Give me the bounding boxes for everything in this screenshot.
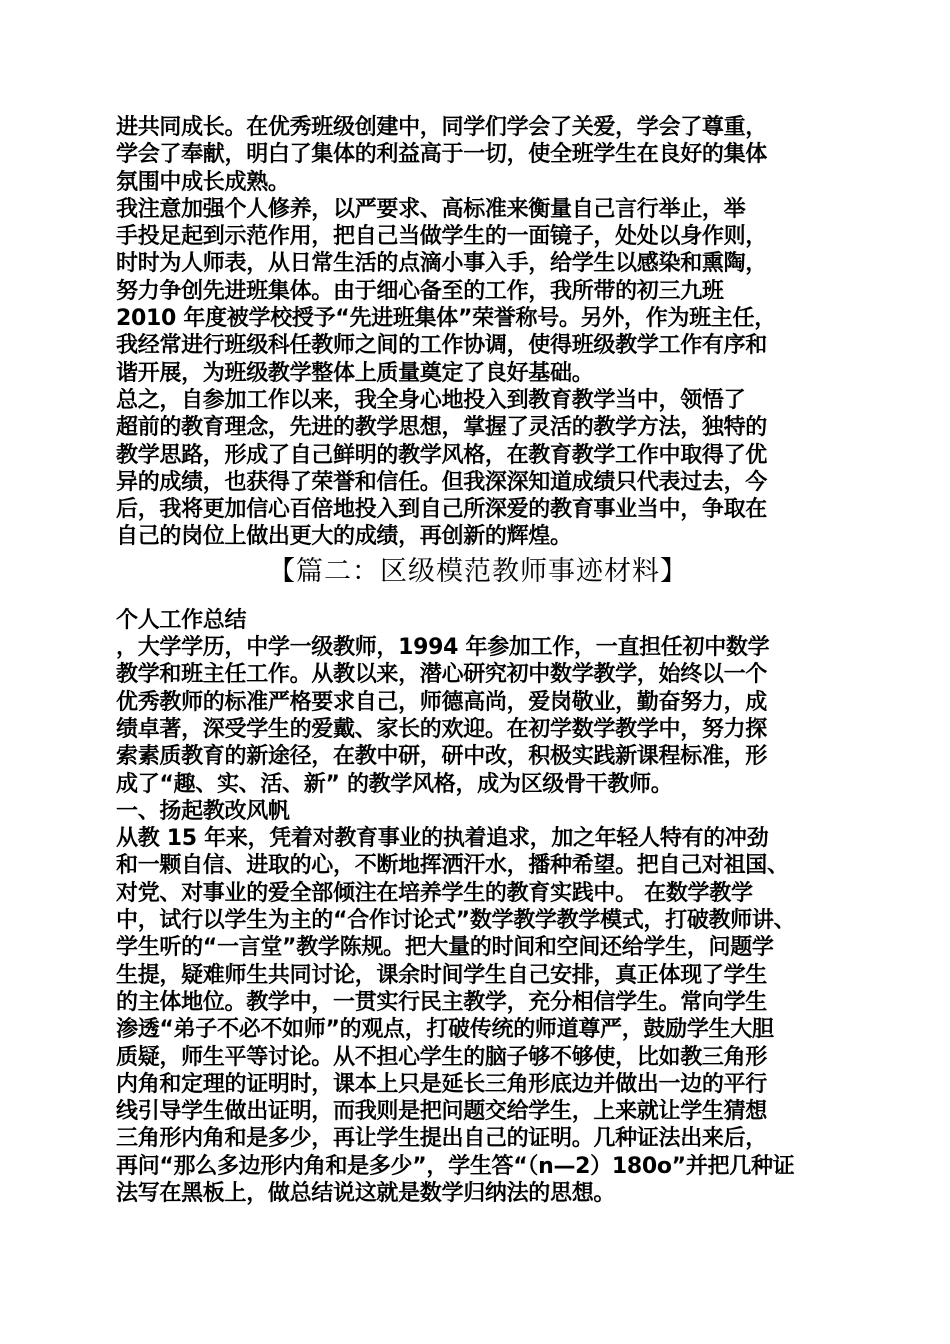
text-line: 努力争创先进班集体。由于细心备至的工作，我所带的初三九班 [116,278,724,304]
text-line: 线引导学生做出证明，而我则是把问题交给学生，上来就让学生猜想 [116,1099,768,1125]
text-line: 自己的岗位上做出更大的成绩，再创新的辉煌。 [116,524,572,550]
text-line: 渗透“弟子不必不如师”的观点，打破传统的师道尊严，鼓励学生大胆 [116,1017,774,1043]
subheading: 一、扬起教改风帆 [116,798,290,824]
text-line: 学生听的“一言堂”教学陈规。把大量的时间和空间还给学生，问题学 [116,935,774,961]
text-line: 时时为人师表，从日常生活的点滴小事入手，给学生以感染和熏陶， [116,251,768,277]
text-line: 内角和定理的证明时，课本上只是延长三角形底边并做出一边的平行 [116,1071,768,1097]
text-line: 三角形内角和是多少，再让学生提出自己的证明。几种证法出来后， [116,1126,768,1152]
text-line: 总之，自参加工作以来，我全身心地投入到教育教学当中，领悟了 [116,387,746,413]
text-line: 绩卓著，深受学生的爱戴、家长的欢迎。在初学数学教学中，努力探 [116,716,768,742]
text-line: 氛围中成长成熟。 [116,169,290,195]
text-line: 进共同成长。在优秀班级创建中，同学们学会了关爱，学会了尊重， [116,115,768,140]
text-line: 和一颗自信、进取的心，不断地挥洒汗水，播种希望。把自己对祖国、 [116,853,789,879]
text-line: 生提，疑难师生共同讨论，课余时间学生自己安排，真正体现了学生 [116,962,768,988]
text-line: 超前的教育理念，先进的教学思想，掌握了灵活的教学方法，独特的 [116,415,768,441]
text-line: 中，试行以学生为主的“合作讨论式”数学教学教学模式，打破教师讲、 [116,908,796,934]
text-line: 教学思路，形成了自己鲜明的教学风格，在教育教学工作中取得了优 [116,442,768,468]
document-page [116,114,840,1207]
paragraph-block-1 [116,114,840,551]
subheading: 个人工作总结 [116,607,247,633]
text-line: 成了“趣、实、活、新” 的教学风格，成为区级骨干教师。 [116,771,673,797]
text-line: 再问“那么多边形内角和是多少”，学生答“（n—2）180o”并把几种证 [116,1153,795,1179]
text-line: 从教 15 年来，凭着对教育事业的执着追求，加之年轻人特有的冲劲 [116,826,769,852]
text-line: 优秀教师的标准严格要求自己，师德高尚，爱岗敬业，勤奋努力，成 [116,689,768,715]
text-line: 后，我将更加信心百倍地投入到自己所深爱的教育事业当中，争取在 [116,497,768,523]
text-line: 法写在黑板上，做总结说这就是数学归纳法的思想。 [116,1180,616,1206]
text-line: 的主体地位。教学中，一贯实行民主教学，充分相信学生。常向学生 [116,989,768,1015]
text-line: 学会了奉献，明白了集体的利益高于一切，使全班学生在良好的集体 [116,142,768,168]
text-line: 索素质教育的新途径，在教中研，研中改，积极实践新课程标准，形 [116,744,768,770]
text-line: 质疑，师生平等讨论。从不担心学生的脑子够不够使，比如教三角形 [116,1044,768,1070]
text-line: ，大学学历，中学一级教师，1994 年参加工作，一直担任初中数学 [116,635,770,661]
section-heading: 【篇二：区级模范教师事迹材料】 [268,555,688,587]
text-line: 我注意加强个人修养，以严要求、高标准来衡量自己言行举止，举 [116,196,746,222]
text-line: 谐开展，为班级教学整体上质量奠定了良好基础。 [116,360,594,386]
text-line: 我经常进行班级科任教师之间的工作协调，使得班级教学工作有序和 [116,333,768,359]
spacer [116,593,840,607]
text-line: 对党、对事业的爱全部倾注在培养学生的教育实践中。 在数学教学 [116,880,753,906]
text-line: 手投足起到示范作用，把自己当做学生的一面镜子，处处以身作则， [116,224,768,250]
paragraph-block-2 [116,607,840,1208]
text-line: 2010 年度被学校授予“先进班集体”荣誉称号。另外，作为班主任， [116,306,776,332]
text-line: 异的成绩，也获得了荣誉和信任。但我深深知道成绩只代表过去，今 [116,469,768,495]
text-line: 教学和班主任工作。从教以来，潜心研究初中数学教学，始终以一个 [116,662,768,688]
